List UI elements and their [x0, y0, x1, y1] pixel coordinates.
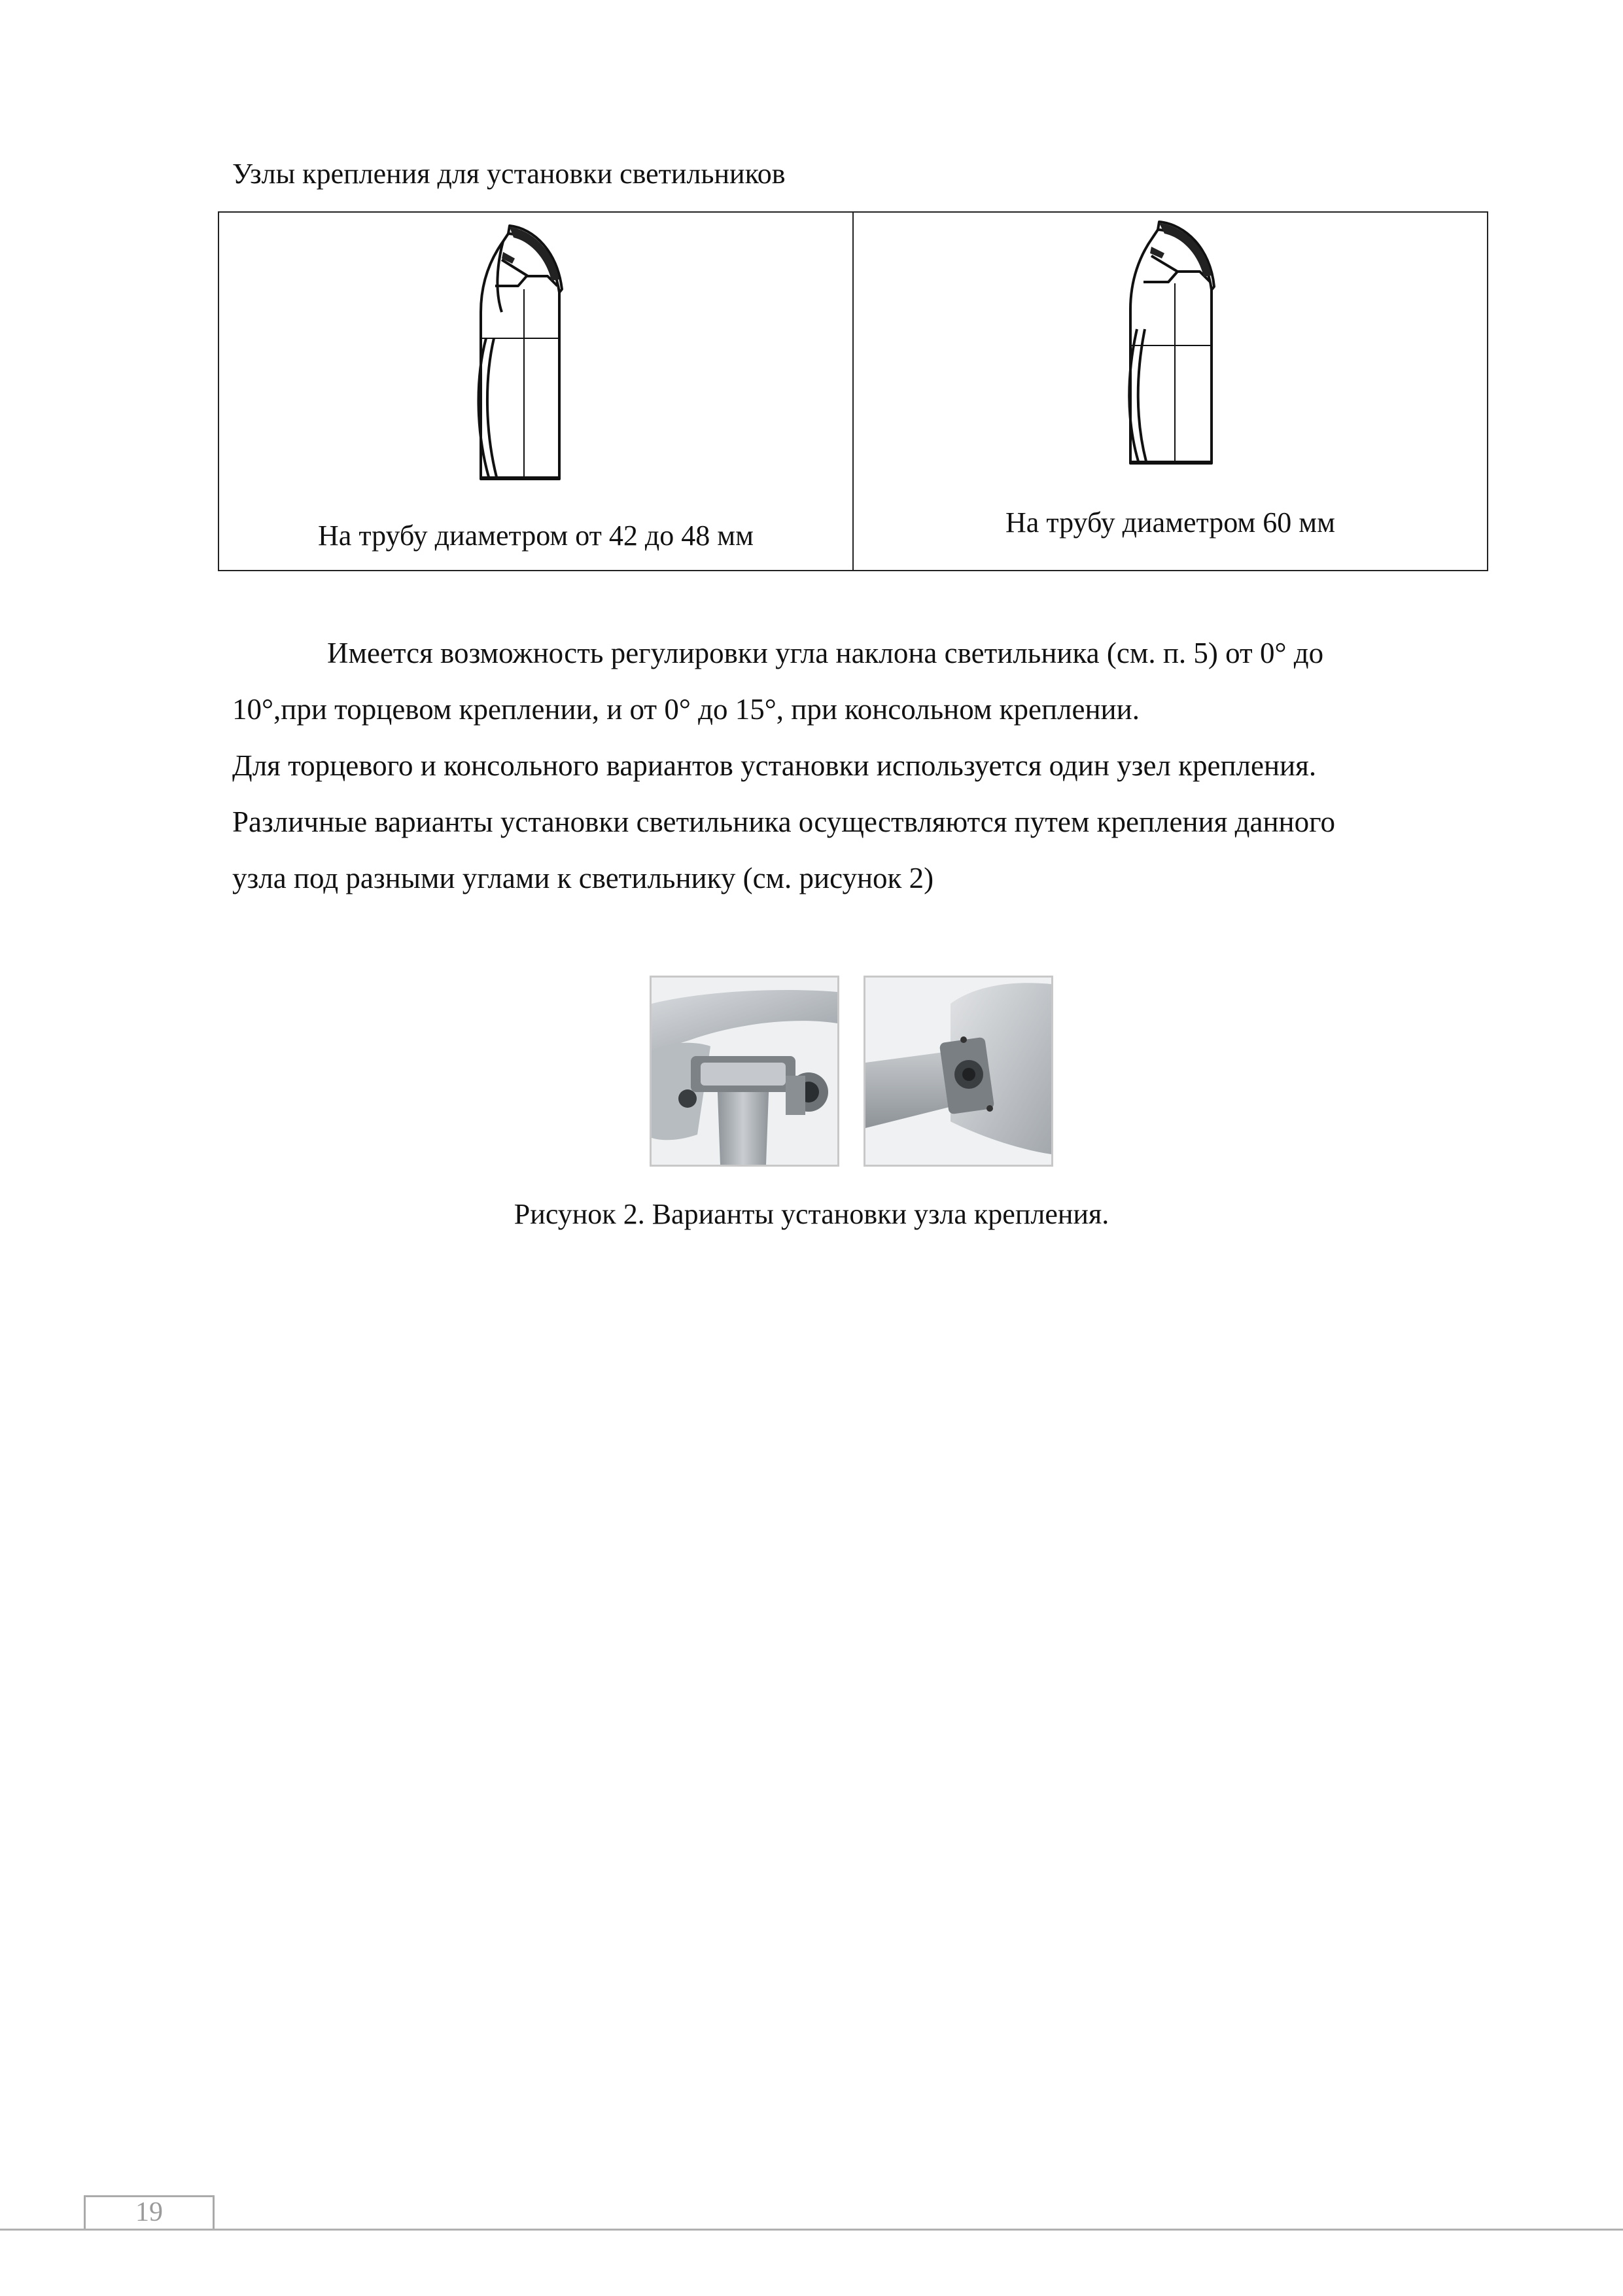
post-top-mount-photo-icon — [865, 978, 1051, 1165]
footer-rule — [0, 2229, 1623, 2231]
side-entry-mount-photo — [650, 976, 839, 1167]
paragraph-line: Имеется возможность регулировки угла наклона светильника (см. п. 5) от 0° до — [327, 637, 1324, 669]
body-text — [232, 625, 1475, 906]
figure-caption: Рисунок 2. Варианты установки узла крепления. — [514, 1198, 1109, 1230]
page-title: Узлы крепления для установки светильников — [232, 158, 786, 190]
mount-clamp-42-48-drawing-icon — [462, 221, 567, 502]
paragraph-line: 10°,при торцевом креплении, и от 0° до 15°, при консольном креплении. — [232, 693, 1140, 726]
side-entry-mount-photo-icon — [652, 978, 837, 1165]
mount-caption-60: На трубу диаметром 60 мм — [1005, 506, 1335, 539]
paragraph-line: узла под разными углами к светильнику (см. рисунок 2) — [232, 862, 934, 894]
page-number: 19 — [135, 2197, 163, 2227]
mount-caption-42-48: На трубу диаметром от 42 до 48 мм — [318, 520, 754, 552]
mount-table — [218, 211, 1488, 571]
mount-clamp-60-drawing-icon — [1112, 218, 1220, 476]
mount-cell-60 — [852, 213, 1487, 570]
post-top-mount-photo — [864, 976, 1053, 1167]
paragraph-line: Различные варианты установки светильника осуществляются путем крепления данного — [232, 805, 1335, 838]
paragraph: Для торцевого и консольного вариантов установки используется один узел крепления. — [232, 749, 1317, 782]
mount-cell-42-48 — [219, 213, 852, 570]
